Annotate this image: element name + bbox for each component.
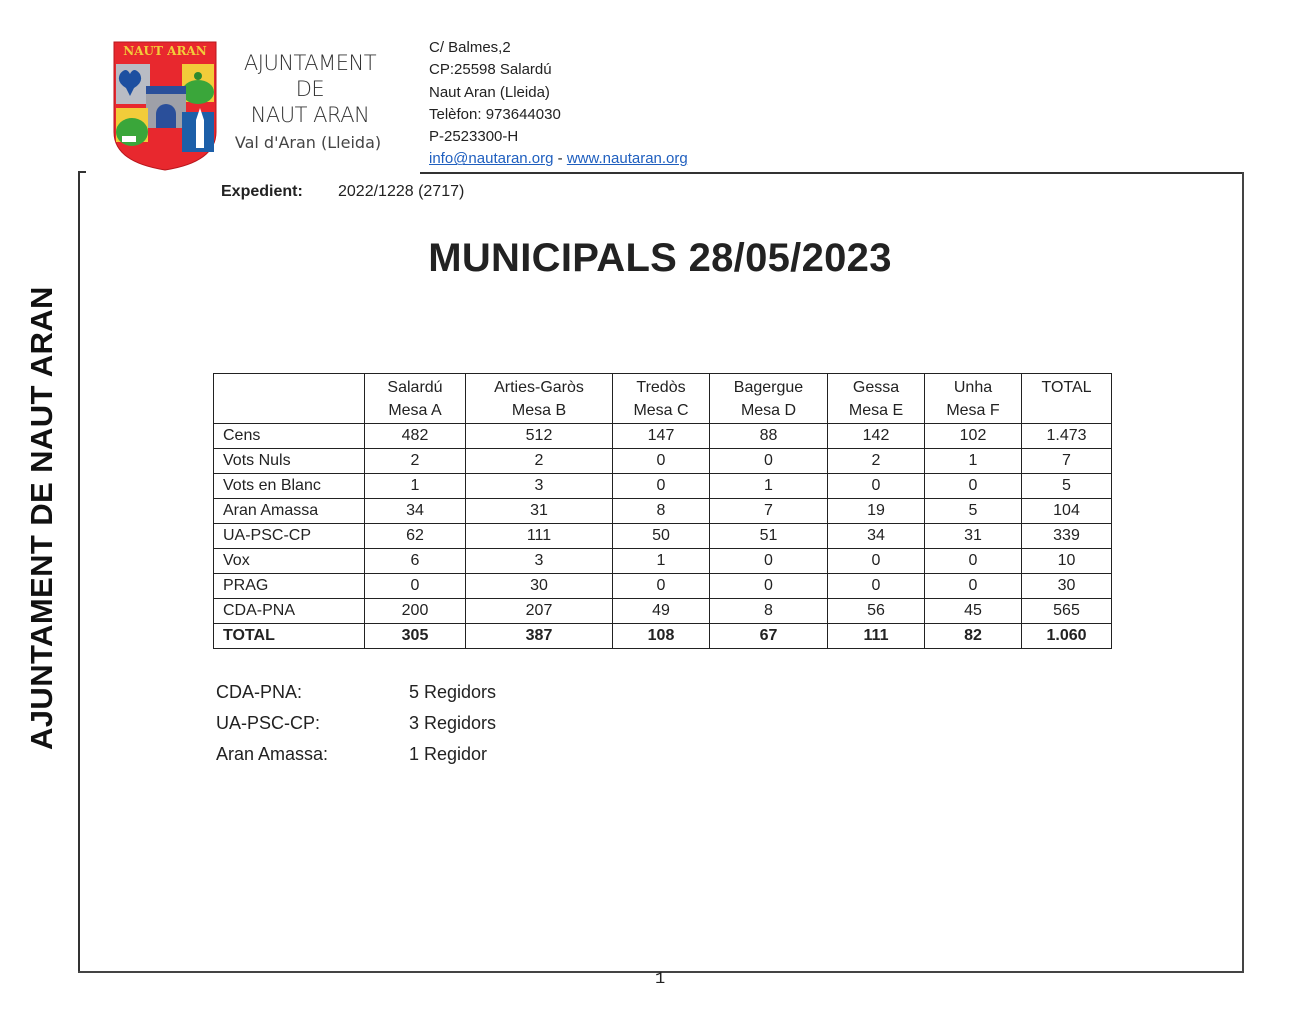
table-cell: 88 [710,424,828,449]
table-row [214,599,1112,624]
address-tax-id: P-2523300-H [429,128,519,146]
organization-name [230,50,390,128]
link-separator: - [557,150,563,168]
table-cell: 102 [925,424,1022,449]
table-cell: 1.473 [1022,424,1112,449]
table-cell: 10 [1022,549,1112,574]
table-cell: 34 [828,524,925,549]
frame-corner-tick [78,171,86,173]
table-cell: 30 [466,574,613,599]
table-cell: 142 [828,424,925,449]
header-line-1: Gessa [852,379,900,396]
header-line-2: Mesa A [388,402,442,419]
table-cell: 104 [1022,499,1112,524]
table-cell: 0 [925,549,1022,574]
table-body [214,424,1112,649]
email-link[interactable]: info@nautaran.org [429,150,554,168]
table-cell: 6 [365,549,466,574]
table-cell: 31 [466,499,613,524]
expedient-label: Expedient: [221,183,303,200]
seat-party-label: UA-PSC-CP: [216,713,321,733]
table-cell: 0 [828,574,925,599]
table-cell: 0 [828,549,925,574]
seat-count: 1 Regidor [409,744,488,764]
table-cell: 49 [613,599,710,624]
table-cell: 0 [365,574,466,599]
table-cell: 200 [365,599,466,624]
side-watermark-label: AJUNTAMENT DE NAUT ARAN [24,286,59,750]
expedient-value: 2022/1228 (2717) [338,183,465,200]
table-cell: 111 [466,524,613,549]
table-cell: 147 [613,424,710,449]
logo-banner-text: NAUT ARAN [123,44,207,58]
table-cell: 1 [925,449,1022,474]
table-cell: 0 [925,474,1022,499]
table-cell: 482 [365,424,466,449]
header-cell-empty [214,374,365,424]
frame-top-border [420,172,1244,174]
table-cell: 0 [710,549,828,574]
table-row [214,449,1112,474]
address-contact-links [429,148,688,170]
header-line-2: Mesa B [511,402,567,419]
seat-party-label: CDA-PNA: [216,682,303,702]
seat-count: 3 Regidors [409,713,497,733]
table-cell: 111 [828,624,925,649]
table-cell: 1 [613,549,710,574]
row-label: Vox [214,549,365,574]
table-cell: 56 [828,599,925,624]
table-row [214,624,1112,649]
table-cell: 0 [710,449,828,474]
header-line-2: Mesa E [848,402,904,419]
table-cell: 2 [365,449,466,474]
coat-of-arms-logo [112,40,218,172]
org-name-line-2: DE [295,77,325,101]
table-cell: 31 [925,524,1022,549]
header-line-1: Salardú [387,379,443,396]
row-label: CDA-PNA [214,599,365,624]
address-city: Naut Aran (Lleida) [429,83,550,101]
election-results-table [213,373,1112,649]
table-cell: 387 [466,624,613,649]
table-cell: 1 [710,474,828,499]
frame-left-border [78,171,80,973]
row-label: Vots en Blanc [214,474,365,499]
header-line-1: TOTAL [1041,379,1092,396]
table-row [214,549,1112,574]
table-cell: 67 [710,624,828,649]
header-line-1: Tredòs [636,379,686,396]
table-row [214,574,1112,599]
table-cell: 82 [925,624,1022,649]
header-line-1: Unha [953,379,993,396]
table-row [214,474,1112,499]
table-cell: 3 [466,474,613,499]
row-label: Cens [214,424,365,449]
table-cell: 8 [710,599,828,624]
row-label: TOTAL [214,624,365,649]
header-cell [710,374,828,424]
address-postal: CP:25598 Salardú [429,61,552,79]
table-cell: 62 [365,524,466,549]
table-cell: 0 [828,474,925,499]
table-cell: 7 [1022,449,1112,474]
org-name-line-1: AJUNTAMENT [243,51,377,75]
header-line-2: Mesa F [946,402,1000,419]
table-cell: 1 [365,474,466,499]
seat-party-label: Aran Amassa: [216,744,329,764]
table-cell: 30 [1022,574,1112,599]
table-cell: 8 [613,499,710,524]
table-cell: 51 [710,524,828,549]
table-cell: 1.060 [1022,624,1112,649]
header-line-1: Arties-Garòs [494,379,584,396]
header-cell-total [1022,374,1112,424]
table-cell: 7 [710,499,828,524]
org-name-line-3: NAUT ARAN [250,103,370,127]
header-line-1: Bagergue [733,379,804,396]
table-cell: 3 [466,549,613,574]
page-number: 1 [655,970,666,989]
table-cell: 339 [1022,524,1112,549]
header-cell [828,374,925,424]
header-cell [466,374,613,424]
website-link[interactable]: www.nautaran.org [566,150,688,168]
table-cell: 34 [365,499,466,524]
row-label: PRAG [214,574,365,599]
table-cell: 5 [1022,474,1112,499]
header-cell [925,374,1022,424]
row-label: Aran Amassa [214,499,365,524]
document-title: MUNICIPALS 28/05/2023 [428,236,892,280]
table-cell: 2 [466,449,613,474]
table-cell: 50 [613,524,710,549]
table-cell: 305 [365,624,466,649]
organization-region: Val d'Aran (Lleida) [234,133,382,152]
row-label: Vots Nuls [214,449,365,474]
header-line-2: Mesa D [740,402,797,419]
table-cell: 19 [828,499,925,524]
table-cell: 207 [466,599,613,624]
address-block [429,37,688,171]
table-header-row [214,374,1112,424]
address-street: C/ Balmes,2 [429,39,511,56]
seat-count: 5 Regidors [409,682,497,702]
header-cell [613,374,710,424]
table-cell: 45 [925,599,1022,624]
table-cell: 565 [1022,599,1112,624]
table-cell: 108 [613,624,710,649]
frame-right-border [1242,172,1244,973]
address-phone: Telèfon: 973644030 [429,105,561,123]
table-cell: 0 [613,449,710,474]
row-label: UA-PSC-CP [214,524,365,549]
header-line-2: Mesa C [633,402,689,419]
table-cell: 0 [925,574,1022,599]
table-cell: 2 [828,449,925,474]
header-cell [365,374,466,424]
table-cell: 5 [925,499,1022,524]
table-row [214,499,1112,524]
table-cell: 512 [466,424,613,449]
table-row [214,524,1112,549]
table-cell: 0 [613,574,710,599]
table-cell: 0 [613,474,710,499]
table-row [214,424,1112,449]
table-cell: 0 [710,574,828,599]
